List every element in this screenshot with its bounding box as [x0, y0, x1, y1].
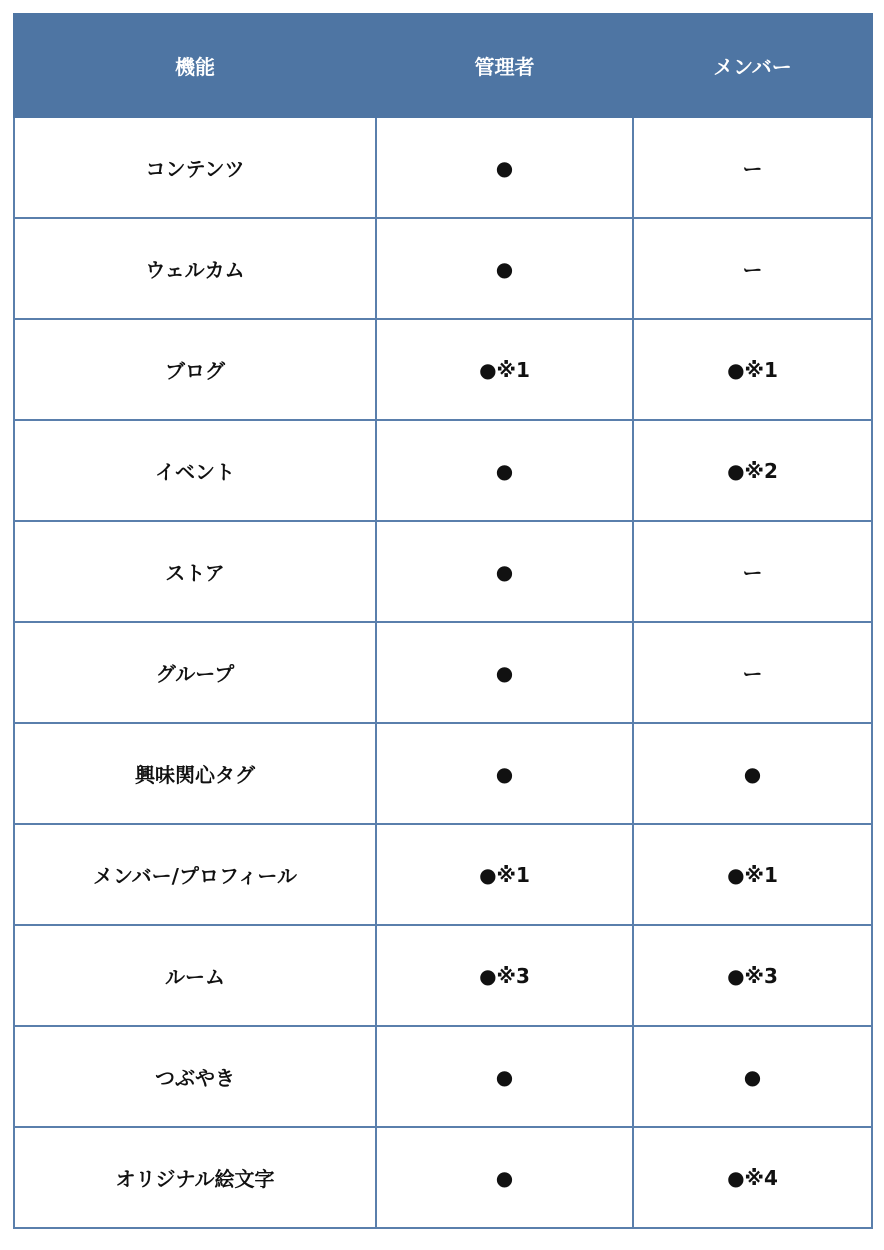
- admin-cell: ●※1: [376, 824, 633, 925]
- feature-cell: コンテンツ: [14, 117, 376, 218]
- member-cell: ー: [633, 622, 872, 723]
- table-row: [14, 723, 872, 824]
- admin-cell: ●※3: [376, 925, 633, 1026]
- header-row: [14, 14, 872, 117]
- member-cell: ●: [633, 723, 872, 824]
- feature-cell: ウェルカム: [14, 218, 376, 319]
- table-row: [14, 117, 872, 218]
- table-row: [14, 824, 872, 925]
- member-cell: ●※2: [633, 420, 872, 521]
- admin-cell: ●: [376, 622, 633, 723]
- admin-cell: ●※1: [376, 319, 633, 420]
- table-body: [14, 117, 872, 1228]
- admin-cell: ●: [376, 420, 633, 521]
- table-row: [14, 319, 872, 420]
- header-member: メンバー: [633, 14, 872, 117]
- table-header: [14, 14, 872, 117]
- table-row: [14, 1127, 872, 1228]
- feature-cell: オリジナル絵文字: [14, 1127, 376, 1228]
- header-feature: 機能: [14, 14, 376, 117]
- member-cell: ●※1: [633, 824, 872, 925]
- admin-cell: ●: [376, 1127, 633, 1228]
- feature-cell: つぶやき: [14, 1026, 376, 1127]
- feature-cell: メンバー/プロフィール: [14, 824, 376, 925]
- member-cell: ー: [633, 521, 872, 622]
- feature-cell: ストア: [14, 521, 376, 622]
- admin-cell: ●: [376, 1026, 633, 1127]
- feature-cell: ルーム: [14, 925, 376, 1026]
- feature-cell: グループ: [14, 622, 376, 723]
- table-row: [14, 622, 872, 723]
- member-cell: ●※1: [633, 319, 872, 420]
- admin-cell: ●: [376, 723, 633, 824]
- table-row: [14, 420, 872, 521]
- permission-table: [13, 13, 873, 1229]
- member-cell: ●: [633, 1026, 872, 1127]
- admin-cell: ●: [376, 117, 633, 218]
- feature-cell: 興味関心タグ: [14, 723, 376, 824]
- member-cell: ー: [633, 218, 872, 319]
- header-admin: 管理者: [376, 14, 633, 117]
- member-cell: ●※4: [633, 1127, 872, 1228]
- feature-cell: イベント: [14, 420, 376, 521]
- table-row: [14, 925, 872, 1026]
- table-row: [14, 218, 872, 319]
- member-cell: ●※3: [633, 925, 872, 1026]
- member-cell: ー: [633, 117, 872, 218]
- feature-cell: ブログ: [14, 319, 376, 420]
- table-row: [14, 521, 872, 622]
- admin-cell: ●: [376, 521, 633, 622]
- table-row: [14, 1026, 872, 1127]
- admin-cell: ●: [376, 218, 633, 319]
